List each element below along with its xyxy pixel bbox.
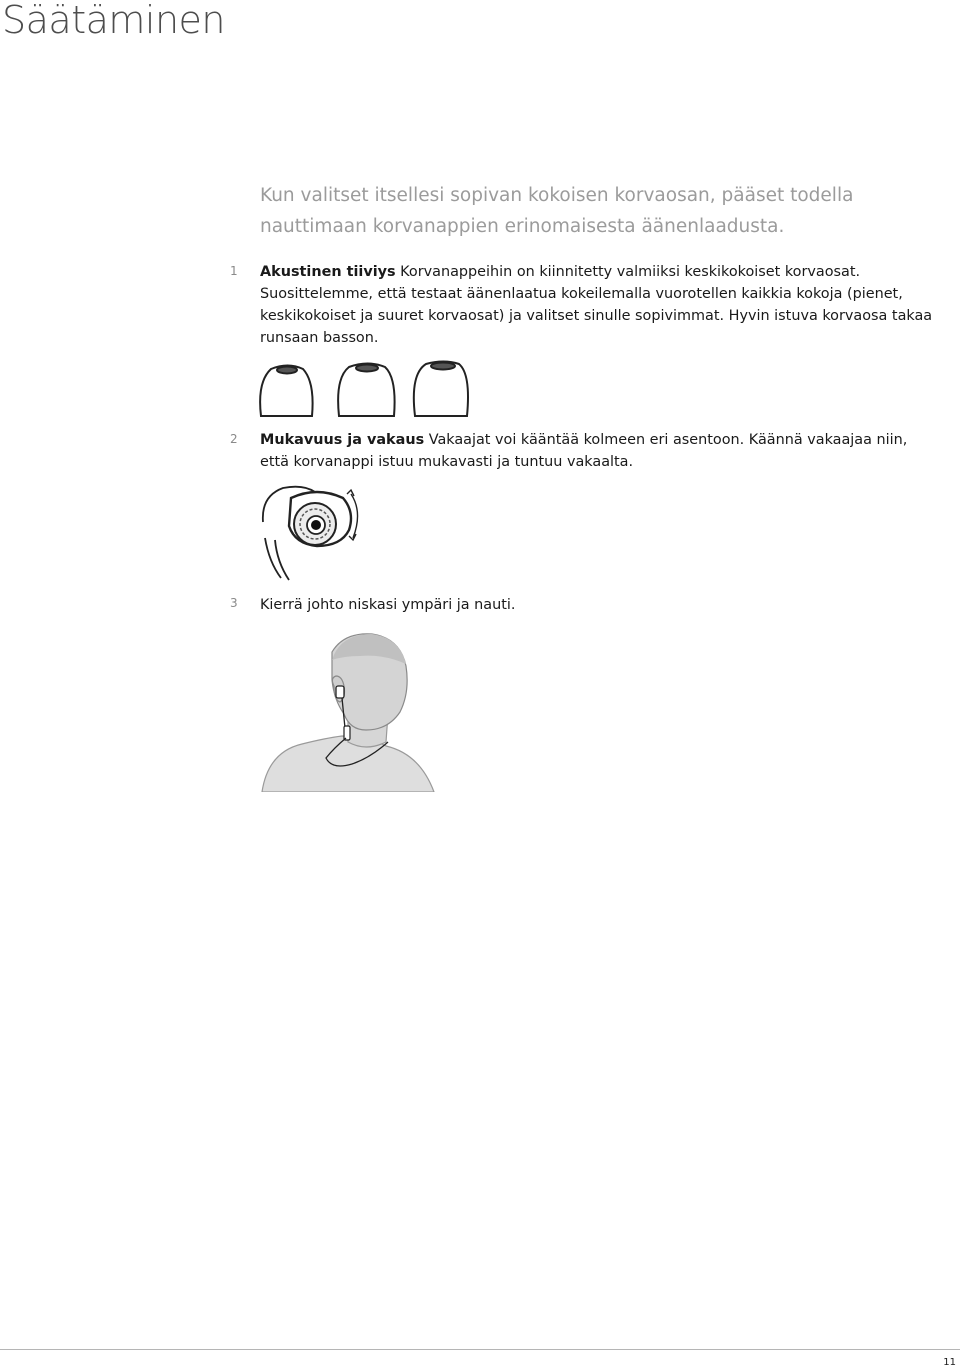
step-text	[260, 429, 940, 473]
page-title: Säätäminen	[2, 0, 225, 42]
person-wearing-earbuds-illustration	[260, 630, 440, 792]
ear-tip-large	[414, 362, 468, 417]
earbud-stabilizer-illustration	[255, 482, 365, 582]
step-body: Kierrä johto niskasi ympäri ja nauti.	[260, 597, 516, 613]
step-text	[260, 594, 940, 616]
page-number: 11	[943, 1357, 956, 1368]
step-body: Korvanappeihin on kiinnitetty valmiiksi keskikokoiset korvaosat. Suosittelemme, että testaat äänenlaatua kokeilemalla vuorotellen kaikkia kokoja (pienet, keskikokoiset ja suuret korvaosat) ja valitset sinulle sopivimmat. Hyvin istuva korvaosa takaa runsaan basson.	[260, 264, 933, 346]
rotate-arrow-down-icon	[349, 534, 356, 540]
ear-tips-illustration	[255, 358, 475, 420]
rotate-arrow-up-icon	[347, 490, 354, 496]
step-body: Vakaajat voi kääntää kolmeen eri asentoon. Käännä vakaajaa niin, että korvanappi istuu mukavasti ja tuntuu vakaalta.	[260, 432, 908, 470]
step-text	[260, 261, 940, 349]
step-heading: Mukavuus ja vakaus	[260, 432, 425, 448]
step-number: 3	[230, 596, 238, 610]
step-number: 2	[230, 432, 238, 446]
inline-remote-icon	[344, 726, 350, 740]
earbud-icon	[336, 686, 344, 698]
step-number: 1	[230, 264, 238, 278]
intro-text: Kun valitset itsellesi sopivan kokoisen korvaosan, pääset todella nauttimaan korvanappien erinomaisesta äänenlaadusta.	[260, 185, 854, 237]
ear-tip-medium	[338, 364, 394, 417]
ear-tip-small	[260, 366, 312, 417]
step-heading: Akustinen tiiviys	[260, 264, 396, 280]
footer-divider	[0, 1349, 960, 1350]
